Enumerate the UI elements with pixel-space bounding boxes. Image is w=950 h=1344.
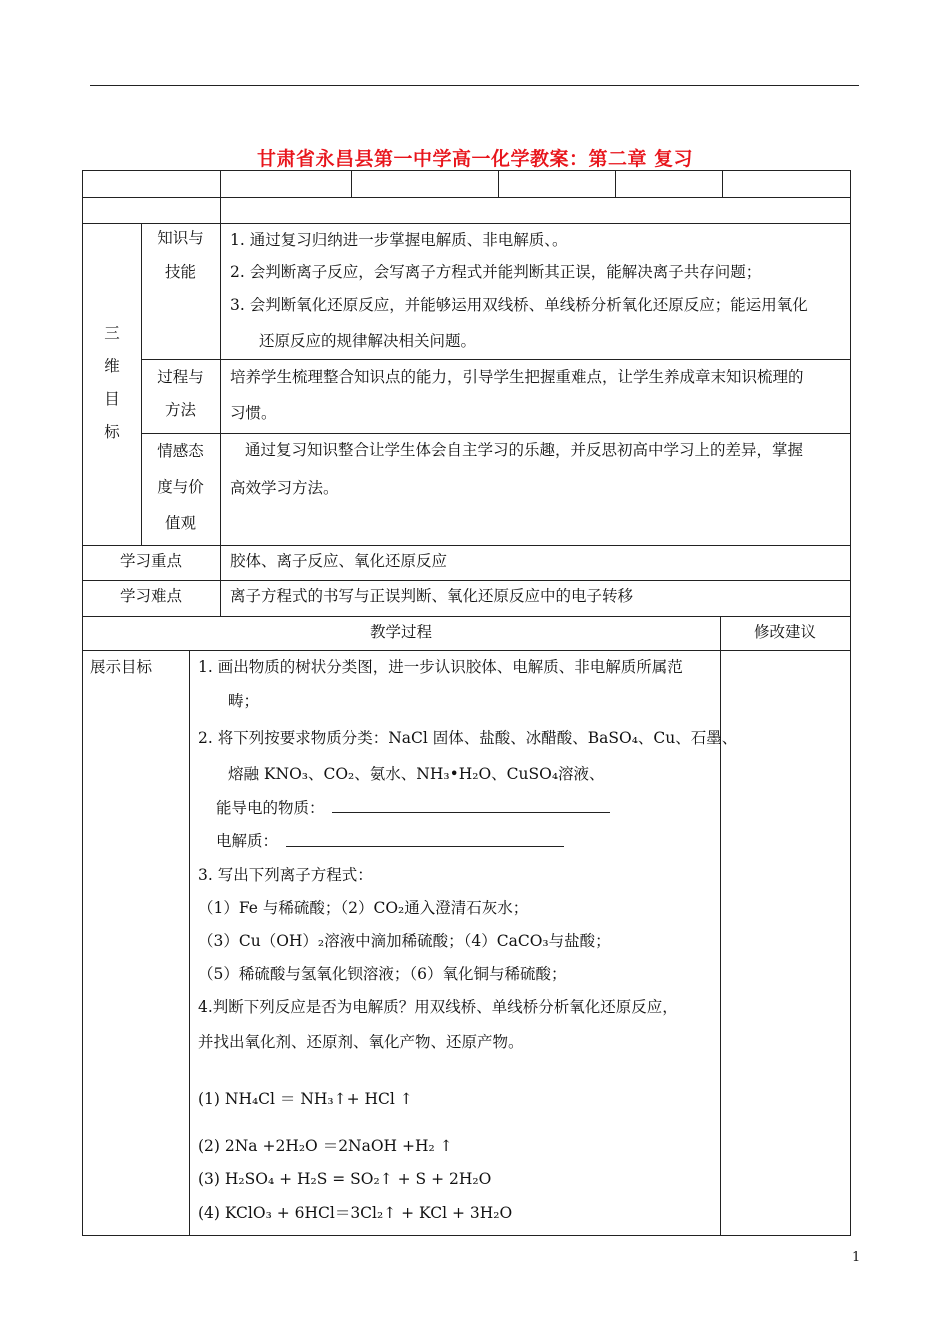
conductive-blank[interactable] xyxy=(332,812,610,813)
q1-line-2: 畴； xyxy=(228,692,260,710)
emotion-label-1: 情感态 xyxy=(157,442,204,460)
q3-heading: 3. 写出下列离子方程式： xyxy=(198,866,373,884)
document-title: 甘肃省永昌县第一中学高一化学教案：第二章 复习 xyxy=(256,148,694,170)
q3-line-3: （5）稀硫酸与氢氧化钡溶液；（6）氧化铜与稀硫酸； xyxy=(198,965,567,983)
knowledge-item-3: 3. 会判断氧化还原反应，并能够运用双线桥、单线桥分析氧化还原反应；能运用氧化 xyxy=(230,296,808,314)
process-label-1: 过程与 xyxy=(157,368,204,386)
difficulty-value: 离子方程式的书写与正误判断、氧化还原反应中的电子转移 xyxy=(230,587,634,605)
q4-line-2: 并找出氧化剂、还原剂、氧化产物、还原产物。 xyxy=(198,1033,524,1051)
conductive-label: 能导电的物质： xyxy=(216,799,325,817)
page-number: 1 xyxy=(852,1250,861,1265)
q4-line-1: 4.判断下列反应是否为电解质？用双线桥、单线桥分析氧化还原反应， xyxy=(198,998,678,1016)
q2-line-1: 2. 将下列按要求物质分类：NaCl 固体、盐酸、冰醋酸、BaSO₄、Cu、石墨、 xyxy=(198,729,738,747)
emotion-label-3: 值观 xyxy=(164,514,196,532)
q3-line-2: （3）Cu（OH）₂溶液中滴加稀硫酸；（4）CaCO₃与盐酸； xyxy=(198,932,611,950)
process-label-2: 方法 xyxy=(164,401,196,419)
reaction-2: (2) 2Na +2H₂O ＝2NaOH +H₂ ↑ xyxy=(198,1137,453,1155)
knowledge-label-1: 知识与 xyxy=(157,229,204,247)
knowledge-item-3-cont: 还原反应的规律解决相关问题。 xyxy=(259,332,477,350)
teaching-process-header: 教学过程 xyxy=(369,623,432,641)
emotion-line-2: 高效学习方法。 xyxy=(230,479,339,497)
process-line-1: 培养学生梳理整合知识点的能力，引导学生把握重难点，让学生养成章末知识梳理的 xyxy=(230,368,804,386)
reaction-4: (4) KClO₃ + 6HCl＝3Cl₂↑ + KCl + 3H₂O xyxy=(198,1204,513,1222)
suggestion-header: 修改建议 xyxy=(753,623,816,641)
goals-header-char-4: 标 xyxy=(104,423,120,441)
knowledge-label-2: 技能 xyxy=(164,263,196,281)
focus-label: 学习重点 xyxy=(119,552,182,570)
reaction-1: (1) NH₄Cl ＝ NH₃↑+ HCl ↑ xyxy=(198,1090,413,1108)
difficulty-label: 学习难点 xyxy=(119,587,182,605)
electrolyte-blank[interactable] xyxy=(286,846,564,847)
knowledge-item-1: 1. 通过复习归纳进一步掌握电解质、非电解质、。 xyxy=(230,231,568,249)
show-goals-label: 展示目标 xyxy=(90,658,153,676)
reaction-3: (3) H₂SO₄ + H₂S = SO₂↑ + S + 2H₂O xyxy=(198,1170,492,1188)
goals-header-char-1: 三 xyxy=(104,324,120,342)
q3-line-1: （1）Fe 与稀硫酸；（2）CO₂通入澄清石灰水； xyxy=(198,899,529,917)
electrolyte-label: 电解质： xyxy=(216,832,279,850)
goals-header-char-2: 维 xyxy=(104,357,120,375)
emotion-label-2: 度与价 xyxy=(157,478,204,496)
focus-value: 胶体、离子反应、氧化还原反应 xyxy=(230,552,448,570)
emotion-line-1: 通过复习知识整合让学生体会自主学习的乐趣，并反思初高中学习上的差异，掌握 xyxy=(245,441,804,459)
header-rule xyxy=(90,85,859,86)
knowledge-item-2: 2. 会判断离子反应，会写离子方程式并能判断其正误，能解决离子共存问题； xyxy=(230,263,762,281)
goals-header-char-3: 目 xyxy=(104,390,120,408)
process-line-2: 习惯。 xyxy=(230,404,277,422)
q1-line-1: 1. 画出物质的树状分类图，进一步认识胶体、电解质、非电解质所属范 xyxy=(198,658,683,676)
q2-line-2: 熔融 KNO₃、CO₂、氨水、NH₃•H₂O、CuSO₄溶液、 xyxy=(228,765,605,783)
